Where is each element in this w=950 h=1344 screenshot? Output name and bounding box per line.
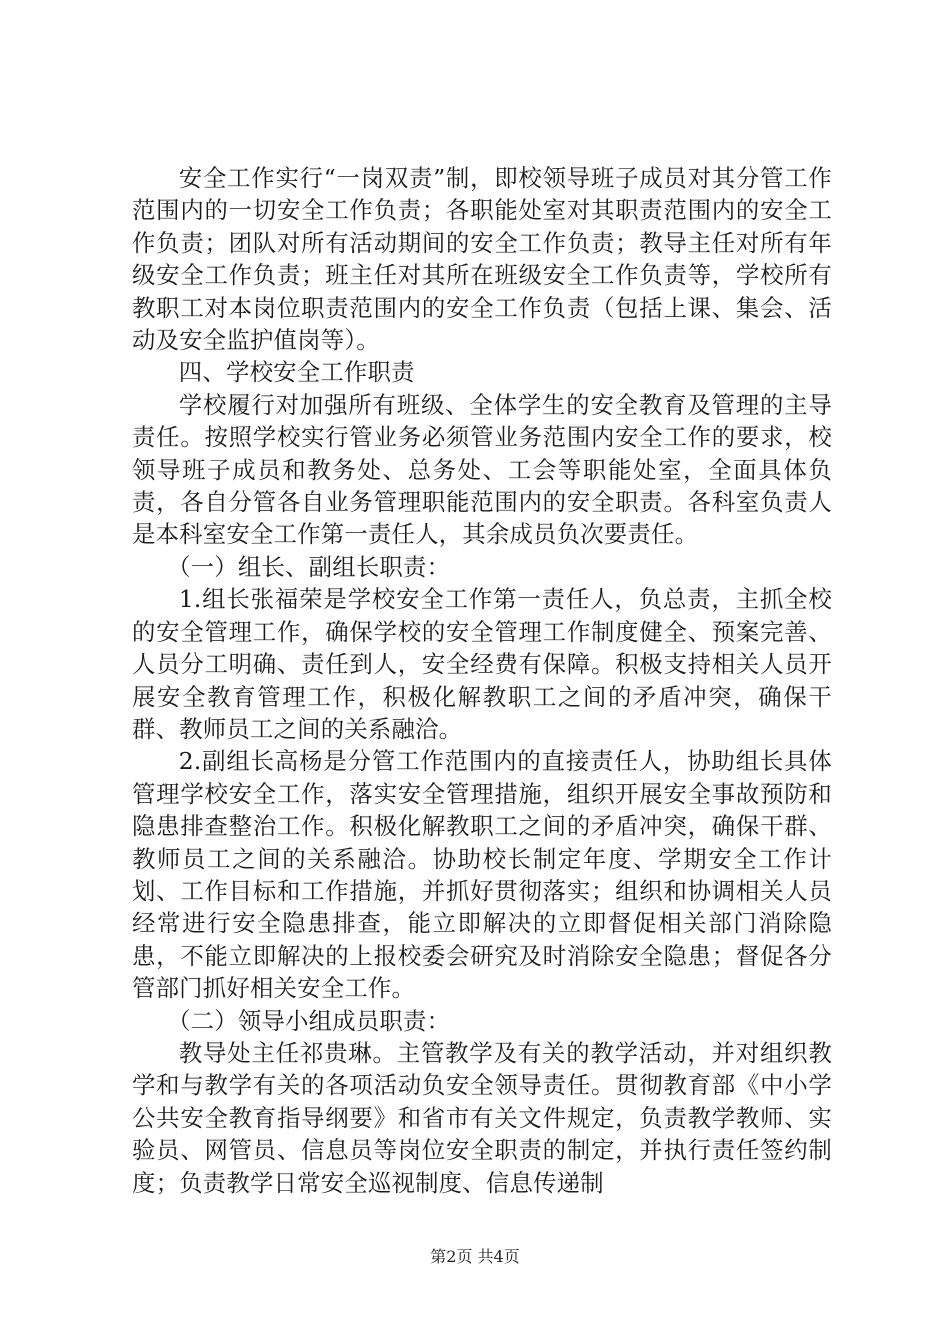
paragraph-deputy-leader-gao: 2.副组长高杨是分管工作范围内的直接责任人，协助组长具体管理学校安全工作，落实安全管理措施，组织开展安全事故预防和隐患排查整治工作。积极化解教职工之间的矛盾冲突，确保干群、教师员工之间的关系融洽。协助校长制定年度、学期安全工作计划、工作目标和工作措施，并抓好贯彻落实；组织和协调相关人员经常进行安全隐患排查，能立即解决的立即督促相关部门消除隐患，不能立即解决的上报校委会研究及时消除安全隐患；督促各分管部门抓好相关安全工作。 (132, 747, 832, 1003)
subheading-leader-duties: （一）组长、副组长职责： (167, 552, 451, 581)
subheading-group-member-duties: （二）领导小组成员职责： (167, 1006, 451, 1035)
document-body (132, 162, 832, 1199)
paragraph-teaching-director-qi: 教导处主任祁贵琳。主管教学及有关的教学活动，并对组织教学和与教学有关的各项活动负安全领导责任。贯彻教育部《中小学公共安全教育指导纲要》和省市有关文件规定，负责教学教师、实验员、网管员、信息员等岗位安全职责的制定，并执行责任签约制度；负责教学日常安全巡视制度、信息传递制 (132, 1038, 832, 1197)
paragraph-one-post-two-duties: 安全工作实行“一岗双责”制，即校领导班子成员对其分管工作范围内的一切安全工作负责；各职能处室对其职责范围内的安全工作负责；团队对所有活动期间的安全工作负责；教导主任对所有年级安全工作负责；班主任对其所在班级安全工作负责等，学校所有教职工对本岗位职责范围内的安全工作负责（包括上课、集会、活动及安全监护值岗等）。 (132, 164, 832, 355)
paragraph-leader-zhang: 1.组长张福荣是学校安全工作第一责任人，负总责，主抓全校的安全管理工作，确保学校的安全管理工作制度健全、预案完善、人员分工明确、责任到人，安全经费有保障。积极支持相关人员开展安全教育管理工作，积极化解教职工之间的矛盾冲突，确保干群、教师员工之间的关系融洽。 (132, 585, 832, 743)
section-heading-school-safety-duties: 四、学校安全工作职责 (178, 358, 415, 387)
paragraph-school-main-responsibility: 学校履行对加强所有班级、全体学生的安全教育及管理的主导责任。按照学校实行管业务必须管业务范围内安全工作的要求，校领导班子成员和教务处、总务处、工会等职能处室，全面具体负责，各自分管各自业务管理职能范围内的安全职责。各科室负责人是本科室安全工作第一责任人，其余成员负次要责任。 (132, 390, 832, 549)
page-footer: 第2页 共4页 (430, 1247, 520, 1266)
